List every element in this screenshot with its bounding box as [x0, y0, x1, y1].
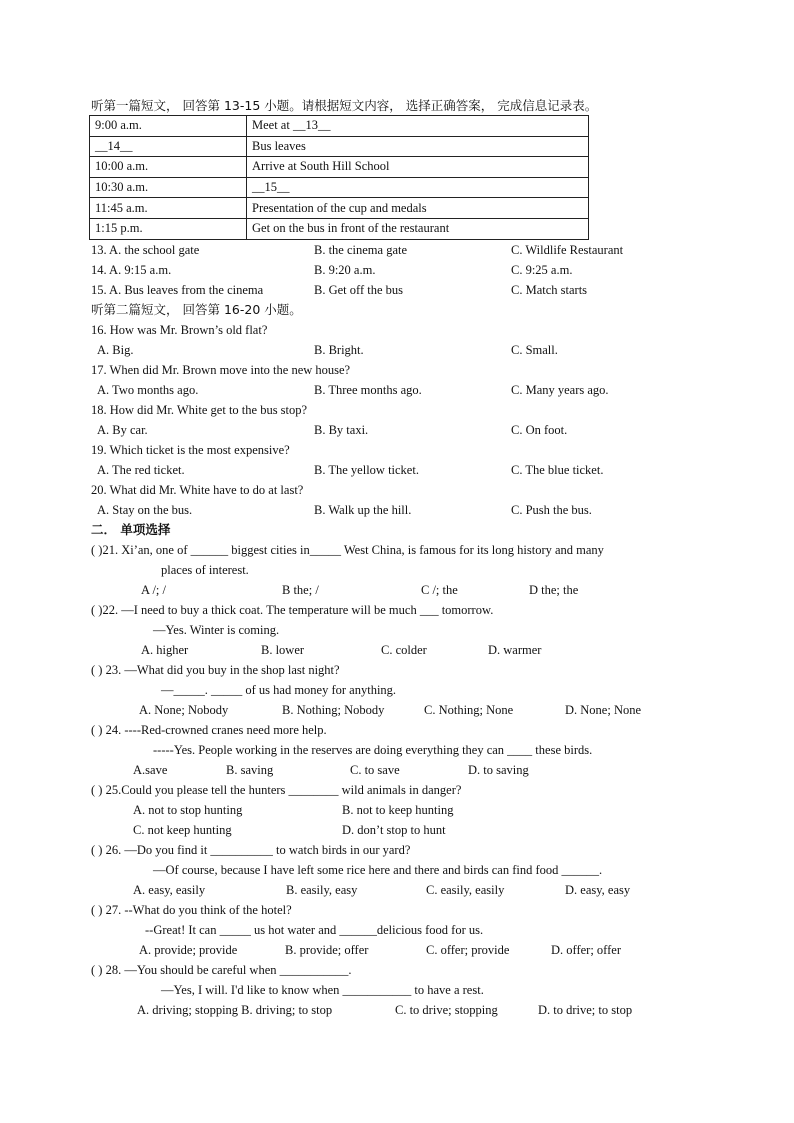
q20-option-a: A. Stay on the bus.	[97, 503, 193, 517]
q27-option-c: C. offer; provide	[426, 943, 510, 957]
q21-stem: ( )21. Xi’an, one of ______ biggest cities in_____ West China, is famous for its long history and many	[91, 543, 604, 557]
table-cell: Get on the bus in front of the restaurant	[247, 218, 589, 239]
q27-option-b: B. provide; offer	[285, 943, 369, 957]
q21-option-c: C /; the	[421, 583, 458, 597]
table-cell: Bus leaves	[247, 136, 589, 157]
q24-option-c: C. to save	[350, 763, 400, 777]
q26-option-a: A. easy, easily	[133, 883, 206, 897]
table-cell: 1:15 p.m.	[90, 218, 247, 239]
q19-stem: 19. Which ticket is the most expensive?	[91, 443, 290, 457]
table-row	[90, 218, 589, 239]
q17-stem: 17. When did Mr. Brown move into the new house?	[91, 363, 351, 377]
q18-option-a: A. By car.	[97, 423, 148, 437]
q28-stem-cont: —Yes, I will. I'd like to know when ___________ to have a rest.	[161, 983, 484, 997]
q16-stem: 16. How was Mr. Brown’s old flat?	[91, 323, 268, 337]
q21-option-d: D the; the	[529, 583, 579, 597]
q28-option-ab: A. driving; stopping B. driving; to stop	[137, 1003, 333, 1017]
q20-stem: 20. What did Mr. White have to do at last?	[91, 483, 304, 497]
q16-option-a: A. Big.	[97, 343, 134, 357]
q26-stem-cont: —Of course, because I have left some rice here and there and birds can find food ______.	[153, 863, 603, 877]
section3-heading: 二． 单项选择	[91, 522, 171, 537]
q24-option-a: A.save	[133, 763, 168, 777]
q25-stem: ( ) 25.Could you please tell the hunters ________ wild animals in danger?	[91, 783, 462, 797]
table-cell: 11:45 a.m.	[90, 198, 247, 219]
table-row	[90, 136, 589, 157]
q18-option-c: C. On foot.	[511, 423, 568, 437]
q23-option-b: B. Nothing; Nobody	[282, 703, 385, 717]
table-cell: Presentation of the cup and medals	[247, 198, 589, 219]
q25-option-b: B. not to keep hunting	[342, 803, 454, 817]
q26-stem: ( ) 26. —Do you find it __________ to watch birds in our yard?	[91, 843, 411, 857]
q14-option-c: C. 9:25 a.m.	[511, 263, 573, 277]
q18-stem: 18. How did Mr. White get to the bus stop?	[91, 403, 308, 417]
q20-option-c: C. Push the bus.	[511, 503, 592, 517]
table-row	[90, 157, 589, 178]
q22-option-d: D. warmer	[488, 643, 542, 657]
q28-stem: ( ) 28. —You should be careful when ___________.	[91, 963, 352, 977]
q22-option-c: C. colder	[381, 643, 427, 657]
table-row	[90, 177, 589, 198]
q17-option-b: B. Three months ago.	[314, 383, 422, 397]
q24-stem: ( ) 24. ----Red-crowned cranes need more help.	[91, 723, 327, 737]
q21-stem-cont: places of interest.	[161, 563, 249, 577]
q24-option-d: D. to saving	[468, 763, 529, 777]
q16-option-b: B. Bright.	[314, 343, 364, 357]
q23-option-c: C. Nothing; None	[424, 703, 514, 717]
q23-stem-cont: —_____. _____ of us had money for anything.	[161, 683, 397, 697]
table-cell: 10:00 a.m.	[90, 157, 247, 178]
q23-option-d: D. None; None	[565, 703, 642, 717]
q25-option-d: D. don’t stop to hunt	[342, 823, 446, 837]
section2-instruction: 听第二篇短文， 回答第 16-20 小题。	[91, 302, 302, 317]
q22-stem-cont: —Yes. Winter is coming.	[153, 623, 280, 637]
q26-option-c: C. easily, easily	[426, 883, 505, 897]
q18-option-b: B. By taxi.	[314, 423, 369, 437]
q19-option-b: B. The yellow ticket.	[314, 463, 419, 477]
q15-option-c: C. Match starts	[511, 283, 588, 297]
q22-stem: ( )22. —I need to buy a thick coat. The temperature will be much ___ tomorrow.	[91, 603, 494, 617]
q19-option-c: C. The blue ticket.	[511, 463, 604, 477]
table-row	[90, 116, 589, 137]
q21-option-b: B the; /	[282, 583, 319, 597]
table-cell: __14__	[90, 136, 247, 157]
table-cell: 10:30 a.m.	[90, 177, 247, 198]
table-cell: Arrive at South Hill School	[247, 157, 589, 178]
q19-option-a: A. The red ticket.	[97, 463, 185, 477]
record-table	[89, 115, 589, 240]
q23-option-a: A. None; Nobody	[139, 703, 229, 717]
q13-option-b: B. the cinema gate	[314, 243, 408, 257]
q15-option-a: 15. A. Bus leaves from the cinema	[91, 283, 264, 297]
q28-option-d: D. to drive; to stop	[538, 1003, 633, 1017]
table-row	[90, 198, 589, 219]
q20-option-b: B. Walk up the hill.	[314, 503, 412, 517]
q22-option-b: B. lower	[261, 643, 305, 657]
q27-option-d: D. offer; offer	[551, 943, 621, 957]
q24-option-b: B. saving	[226, 763, 274, 777]
q15-option-b: B. Get off the bus	[314, 283, 403, 297]
q25-option-c: C. not keep hunting	[133, 823, 232, 837]
q14-option-a: 14. A. 9:15 a.m.	[91, 263, 172, 277]
q21-option-a: A /; /	[141, 583, 167, 597]
q26-option-d: D. easy, easy	[565, 883, 631, 897]
q13-option-a: 13. A. the school gate	[91, 243, 200, 257]
q24-stem-cont: -----Yes. People working in the reserves are doing everything they can ____ these birds.	[153, 743, 593, 757]
q27-stem: ( ) 27. --What do you think of the hotel?	[91, 903, 292, 917]
q23-stem: ( ) 23. —What did you buy in the shop last night?	[91, 663, 340, 677]
q17-option-c: C. Many years ago.	[511, 383, 609, 397]
q25-option-a: A. not to stop hunting	[133, 803, 243, 817]
table-cell: 9:00 a.m.	[90, 116, 247, 137]
q28-option-c: C. to drive; stopping	[395, 1003, 498, 1017]
q16-option-c: C. Small.	[511, 343, 558, 357]
table-cell: Meet at __13__	[247, 116, 589, 137]
table-cell: __15__	[247, 177, 589, 198]
q14-option-b: B. 9:20 a.m.	[314, 263, 376, 277]
q27-option-a: A. provide; provide	[139, 943, 238, 957]
q22-option-a: A. higher	[141, 643, 189, 657]
q13-option-c: C. Wildlife Restaurant	[511, 243, 624, 257]
q27-stem-cont: --Great! It can _____ us hot water and ______delicious food for us.	[145, 923, 484, 937]
q26-option-b: B. easily, easy	[286, 883, 358, 897]
q17-option-a: A. Two months ago.	[97, 383, 199, 397]
section1-instruction: 听第一篇短文， 回答第 13-15 小题。请根据短文内容， 选择正确答案， 完成信息记录表。	[91, 98, 598, 113]
